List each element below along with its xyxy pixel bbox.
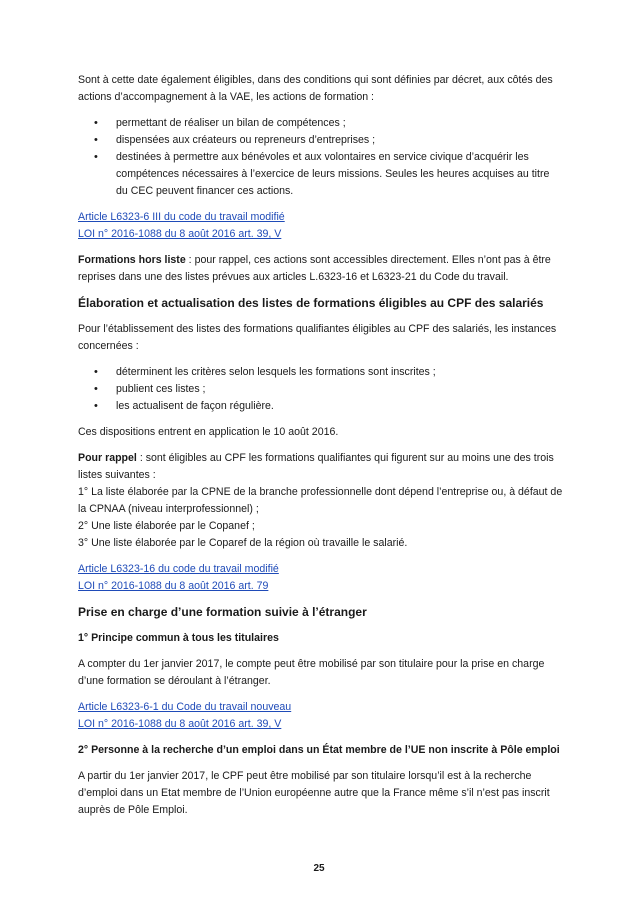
reference-links-2 — [78, 561, 564, 595]
recherche-emploi-paragraph: A partir du 1er janvier 2017, le CPF peut être mobilisé par son titulaire lorsqu’il est à la recherche d’emploi dans un Etat membre de l’Union européenne autre que la France même s’il n’est pas inscrit auprès de Pôle Emploi. — [78, 770, 550, 816]
bullet-icon: • — [94, 117, 98, 129]
reference-links-3 — [78, 699, 564, 733]
reference-links-1 — [78, 209, 564, 243]
bullet-icon: • — [94, 400, 98, 412]
bullet-icon: • — [94, 134, 98, 146]
law-link[interactable]: LOI n° 2016-1088 du 8 août 2016 art. 39, V — [78, 228, 282, 240]
article-link[interactable]: Article L6323-6-1 du Code du travail nouveau — [78, 701, 292, 713]
etablissement-paragraph: Pour l’établissement des listes des formations qualifiantes éligibles au CPF des salariés, les instances concernées : — [78, 323, 557, 352]
law-link[interactable]: LOI n° 2016-1088 du 8 août 2016 art. 39, V — [78, 718, 282, 730]
list-item: • les actualisent de façon régulière. — [78, 398, 564, 415]
article-link[interactable]: Article L6323-16 du code du travail modifié — [78, 563, 279, 575]
list-item: • dispensées aux créateurs ou repreneurs d’entreprises ; — [78, 132, 564, 149]
dispositions-paragraph: Ces dispositions entrent en application le 10 août 2016. — [78, 426, 339, 438]
rappel-line: 2° Une liste élaborée par le Copanef ; — [78, 520, 255, 532]
subheading-recherche-emploi: 2° Personne à la recherche d’un emploi dans un État membre de l’UE non inscrite à Pôle emploi — [78, 744, 560, 756]
article-link[interactable]: Article L6323-6 III du code du travail modifié — [78, 211, 285, 223]
section-heading-listes: Élaboration et actualisation des listes de formations éligibles au CPF des salariés — [78, 296, 544, 310]
rappel-label: Pour rappel — [78, 452, 137, 464]
principe-paragraph: A compter du 1er janvier 2017, le compte peut être mobilisé par son titulaire pour la prise en charge d’une formation se déroulant à l’étranger. — [78, 658, 545, 687]
hors-liste-paragraph: Formations hors liste : pour rappel, ces actions sont accessibles directement. Elles n’ont pas à être reprises dans une des listes prévues aux articles L.6323-16 et L6323-21 du Code du travail. — [78, 254, 551, 283]
bullet-icon: • — [94, 383, 98, 395]
list-item: • destinées à permettre aux bénévoles et aux volontaires en service civique d’acquérir les compétences nécessaires à l’exercice de leurs missions. Seules les heures acquises au titre du CEC peuvent financer ces actions. — [94, 151, 550, 197]
etablissement-bullet-list — [78, 364, 564, 415]
bullet-icon: • — [94, 151, 98, 163]
list-item: • déterminent les critères selon lesquels les formations sont inscrites ; — [78, 364, 564, 381]
hors-liste-label: Formations hors liste — [78, 254, 186, 266]
section-heading-etranger: Prise en charge d’une formation suivie à l’étranger — [78, 605, 367, 619]
bullet-icon: • — [94, 366, 98, 378]
rappel-line: 1° La liste élaborée par la CPNE de la branche professionnelle dont dépend l’entreprise ou, à défaut de la CPNAA (niveau interprofessionnel) ; — [78, 486, 563, 515]
document-page — [78, 72, 564, 828]
intro-bullet-list — [78, 115, 564, 200]
law-link[interactable]: LOI n° 2016-1088 du 8 août 2016 art. 79 — [78, 580, 269, 592]
rappel-intro: Pour rappel : sont éligibles au CPF les formations qualifiantes qui figurent sur au moins une des trois listes suivantes : — [78, 452, 554, 481]
list-item: • publient ces listes ; — [78, 381, 564, 398]
subheading-principe: 1° Principe commun à tous les titulaires — [78, 632, 279, 644]
rappel-block — [78, 450, 564, 552]
page-number: 25 — [313, 863, 325, 874]
intro-paragraph: Sont à cette date également éligibles, dans des conditions qui sont définies par décret, aux côtés des actions d’accompagnement à la VAE, les actions de formation : — [78, 74, 553, 103]
list-item: • permettant de réaliser un bilan de compétences ; — [78, 115, 564, 132]
rappel-line: 3° Une liste élaborée par le Coparef de la région où travaille le salarié. — [78, 537, 408, 549]
